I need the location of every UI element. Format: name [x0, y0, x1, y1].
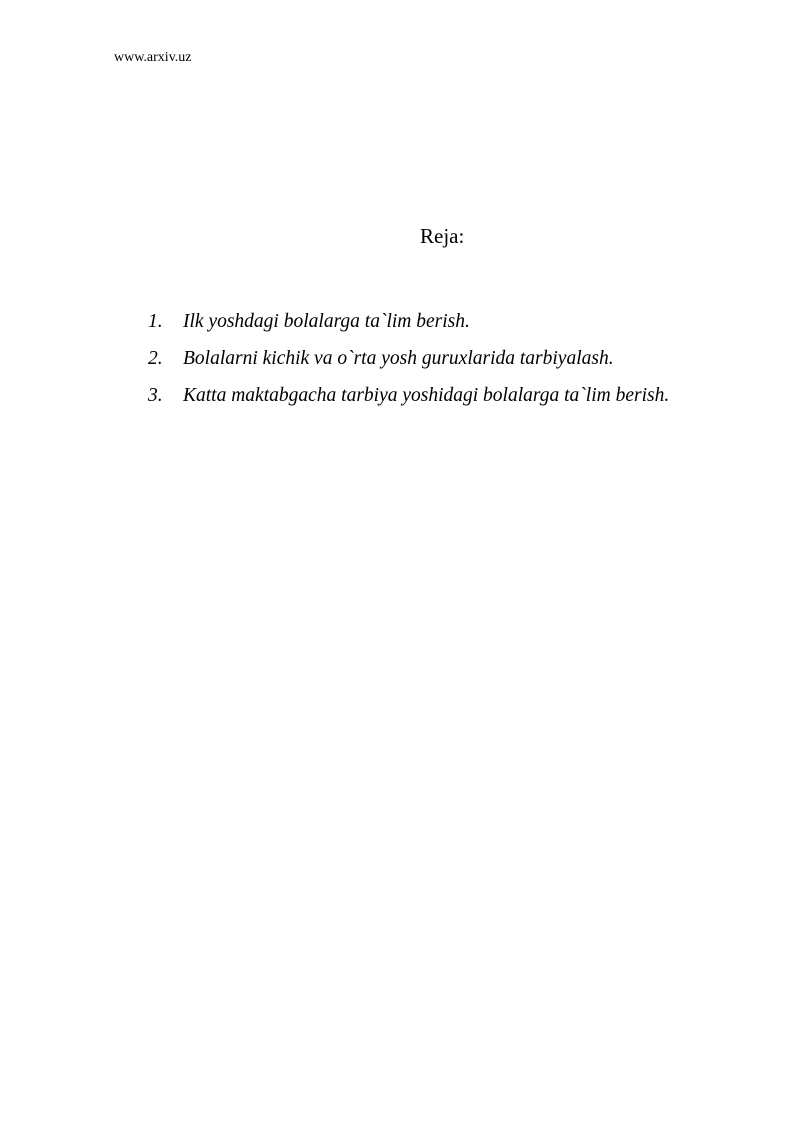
- list-item: [148, 377, 768, 414]
- list-item-text: Katta maktabgacha tarbiya yoshidagi bolalarga ta`lim berish.: [183, 385, 670, 406]
- list-item-number: 3.: [148, 385, 163, 406]
- header-url: www.arxiv.uz: [114, 50, 192, 65]
- plan-list: [148, 303, 768, 414]
- list-item-text: Ilk yoshdagi bolalarga ta`lim berish.: [183, 311, 470, 332]
- list-item-number: 1.: [148, 311, 163, 332]
- list-item-number: 2.: [148, 348, 163, 369]
- page-title: Reja:: [420, 224, 465, 248]
- list-item: [148, 340, 768, 377]
- list-item: [148, 303, 768, 340]
- list-item-text: Bolalarni kichik va o`rta yosh guruxlarida tarbiyalash.: [183, 348, 614, 369]
